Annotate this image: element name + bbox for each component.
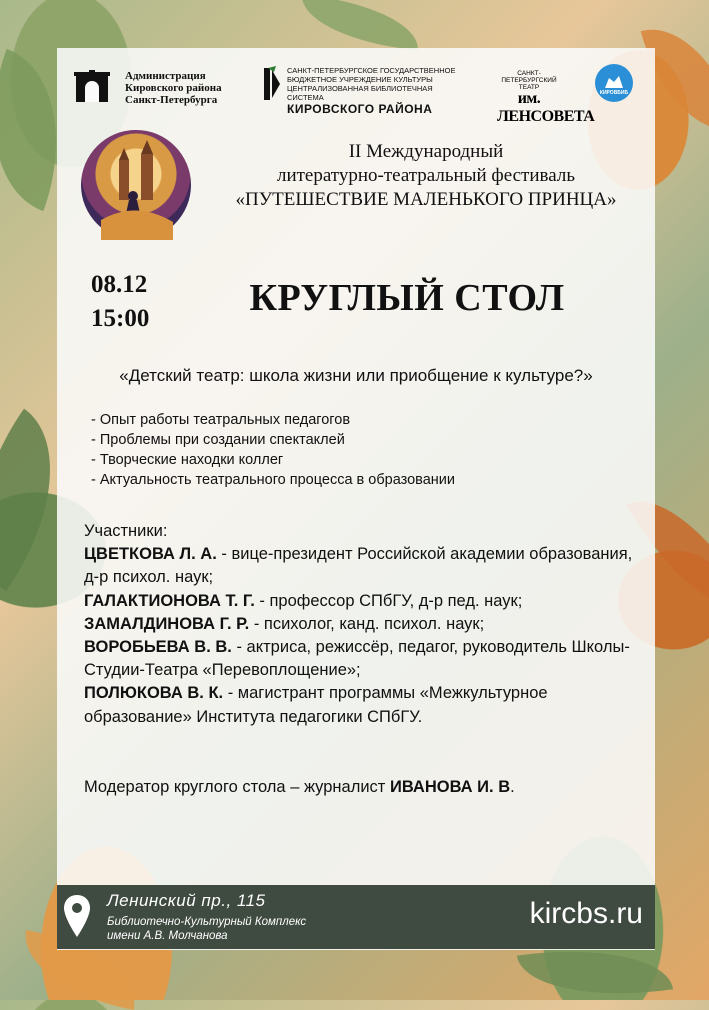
participant-desc: - актриса, режиссёр, педагог, руководитель Школы-Студии-Театра «Перевоплощение»; [84,638,630,680]
website-link[interactable]: kircbs.ru [529,897,643,930]
event-time: 15:00 [91,305,150,332]
moderator-line: Модератор круглого стола – журналист ИВАНОВА И. В. [84,778,515,796]
poster-panel [57,48,655,950]
list-item: - Творческие находки коллег [91,450,455,470]
theatre-logo-small-text: САНКТ-ПЕТЕРБУРГСКИЙ ТЕАТР [501,70,557,91]
moderator-name: ИВАНОВА И. В [389,778,511,796]
library-logo-text: САНКТ-ПЕТЕРБУРГСКОЕ ГОСУДАРСТВЕННОЕ БЮДЖЕТНОЕ УЧРЕЖДЕНИЕ КУЛЬТУРЫ ЦЕНТРАЛИЗОВАННАЯ БИБЛИОТЕЧНАЯ СИСТЕМА КИРОВСКОГО РАЙОНА [287,66,456,116]
participant-desc: - магистрант программы «Межкультурное образование» Института педагогики СПбГУ. [84,684,548,726]
participant-entry [84,613,644,636]
participant-name: ЗАМАЛДИНОВА Г. Р. [84,614,250,633]
theatre-logo-name: им. ЛЕНСОВЕТА [497,90,595,125]
kirbib-logo-icon [595,64,633,102]
participant-entry [84,636,644,682]
list-item: - Проблемы при создании спектаклей [91,430,455,450]
participant-name: ПОЛЮКОВА В. К. [84,684,224,703]
participant-desc: - психолог, канд. психол. наук; [249,614,485,633]
list-item: - Опыт работы театральных педагогов [91,410,455,430]
participants-block [84,520,644,729]
location-pin-icon [64,895,90,937]
address-text: Ленинский пр., 115 [107,891,266,910]
participant-name: ГАЛАКТИОНОВА Т. Г. [84,591,255,610]
festival-title: II Международный литературно-театральный фестиваль «ПУТЕШЕСТВИЕ МАЛЕНЬКОГО ПРИНЦА» [235,141,617,210]
participant-entry [84,590,644,613]
library-book-icon [262,66,282,102]
participant-desc: - вице-президент Российской академии образования, д-р психол. наук; [84,545,633,587]
participant-name: ЦВЕТКОВА Л. А. [84,545,217,564]
event-topic: «Детский театр: школа жизни или приобщение к культуре?» [119,366,593,385]
administration-logo-text: Администрация Кировского района Санкт-Петербурга [125,70,222,106]
logo-bar [57,64,655,125]
footer-bar [57,885,655,949]
venue-text: Библиотечно-Культурный Комплекс имени А.В. Молчанова [107,916,307,942]
festival-emblem-image [81,130,191,240]
event-datetime [91,268,149,336]
list-item: - Актуальность театрального процесса в образовании [91,470,455,490]
event-title: КРУГЛЫЙ СТОЛ [249,277,565,319]
arch-emblem-icon [73,70,111,102]
participant-entry [84,543,644,589]
participant-entry [84,682,644,728]
topics-list [91,410,455,490]
kirbib-logo-text: КИРОВБИБ [599,90,629,96]
leaf-decoration [298,0,421,50]
participants-heading: Участники: [84,522,168,540]
participant-desc: - профессор СПбГУ, д-р пед. наук; [254,591,523,610]
participant-name: ВОРОБЬЕВА В. В. [84,638,232,657]
event-date: 08.12 [91,271,148,298]
